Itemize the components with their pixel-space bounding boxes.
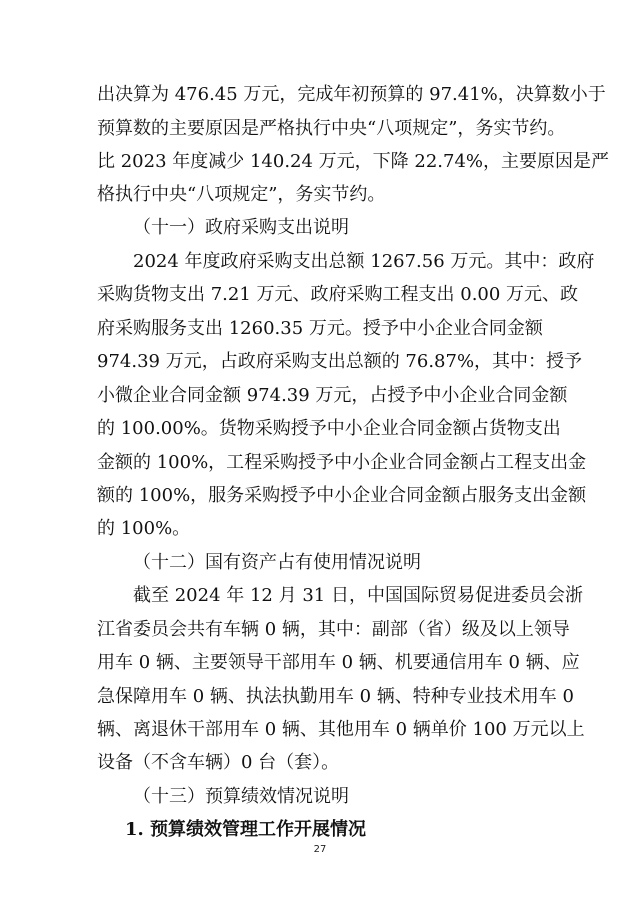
- section-heading-11: （十一）政府采购支出说明: [133, 217, 349, 238]
- body-line-7: 采购货物支出 7.21 万元、政府采购工程支出 0.00 万元、政: [97, 284, 579, 305]
- body-line-16: 截至 2024 年 12 月 31 日，中国国际贸易促进委员会浙: [133, 585, 583, 606]
- body-line-2: 预算数的主要原因是严格执行中央“八项规定”，务实节约。: [97, 118, 566, 139]
- body-line-17: 江省委员会共有车辆 0 辆，其中：副部（省）级及以上领导: [97, 619, 570, 640]
- section-heading-12: （十二）国有资产占有使用情况说明: [133, 552, 421, 573]
- page-number: 27: [313, 844, 327, 855]
- body-line-13: 额的 100%，服务采购授予中小企业合同金额占服务支出金额: [97, 485, 587, 506]
- body-line-18: 用车 0 辆、主要领导干部用车 0 辆、机要通信用车 0 辆、应: [97, 652, 580, 673]
- body-line-14: 的 100%。: [97, 518, 191, 539]
- body-line-20: 辆、离退休干部用车 0 辆、其他用车 0 辆单价 100 万元以上: [97, 719, 585, 740]
- body-line-4: 格执行中央“八项规定”，务实节约。: [97, 184, 386, 205]
- body-line-12: 金额的 100%，工程采购授予中小企业合同金额占工程支出金: [97, 452, 587, 473]
- subsection-heading: 1. 预算绩效管理工作开展情况: [125, 819, 367, 840]
- body-line-6: 2024 年度政府采购支出总额 1267.56 万元。其中：政府: [133, 251, 595, 272]
- section-heading-13: （十三）预算绩效情况说明: [133, 786, 349, 807]
- body-line-10: 小微企业合同金额 974.39 万元，占授予中小企业合同金额: [97, 385, 568, 406]
- body-line-3: 比 2023 年度减少 140.24 万元，下降 22.74%，主要原因是严: [97, 151, 610, 172]
- body-line-21: 设备（不含车辆）0 台（套）。: [97, 752, 340, 773]
- body-line-19: 急保障用车 0 辆、执法执勤用车 0 辆、特种专业技术用车 0: [97, 686, 574, 707]
- body-line-11: 的 100.00%。货物采购授予中小企业合同金额占货物支出: [97, 418, 561, 439]
- body-line-8: 府采购服务支出 1260.35 万元。授予中小企业合同金额: [97, 318, 543, 339]
- body-line-9: 974.39 万元，占政府采购支出总额的 76.87%，其中：授予: [97, 351, 583, 372]
- body-line-1: 出决算为 476.45 万元，完成年初预算的 97.41%，决算数小于: [97, 84, 606, 105]
